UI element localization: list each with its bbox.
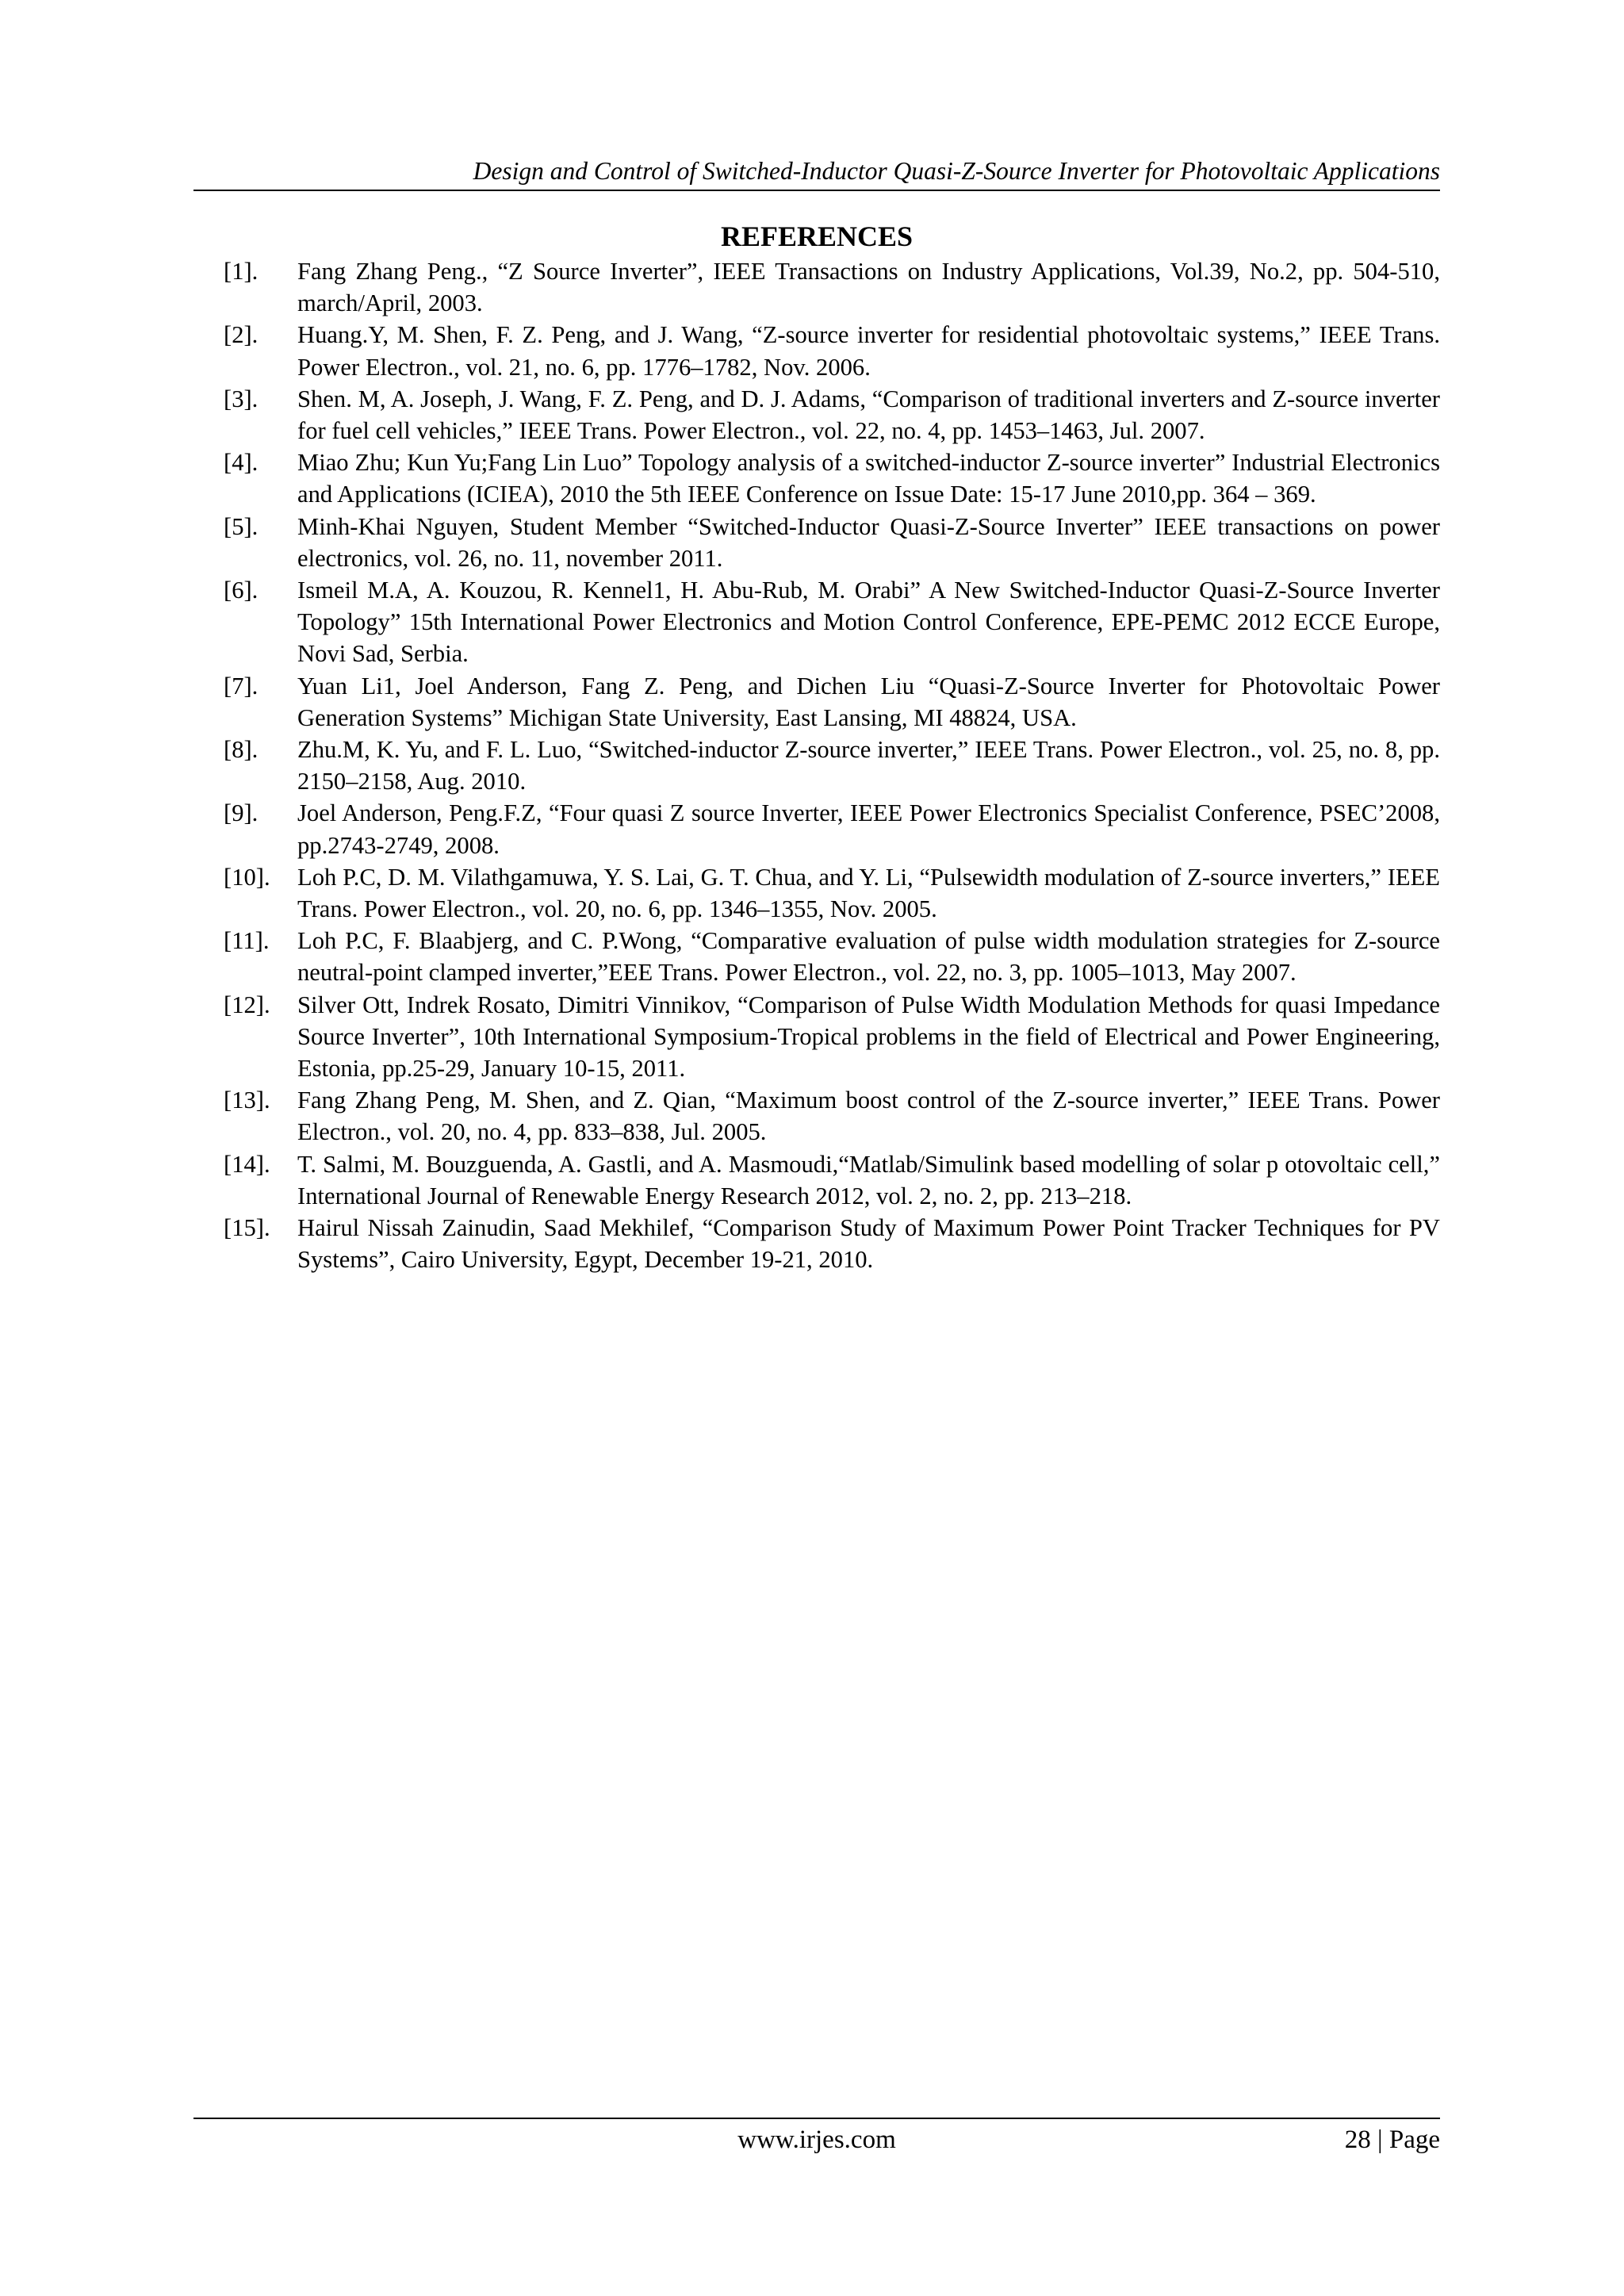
reference-number: [1].	[224, 258, 259, 285]
reference-text: Fang Zhang Peng., “Z Source Inverter”, IEEE Transactions on Industry Applications, Vol.39, No.2, pp. 504-510, march/April, 2003.	[297, 258, 1440, 317]
reference-number: [5].	[224, 512, 259, 540]
reference-text: Minh-Khai Nguyen, Student Member “Switched-Inductor Quasi-Z-Source Inverter” IEEE transactions on power electronics, vol. 26, no. 11, november 2011.	[297, 512, 1440, 572]
reference-item	[224, 989, 1440, 1085]
reference-number: [15].	[224, 1214, 270, 1242]
footer-website: www.irjes.com	[737, 2125, 896, 2154]
reference-item	[224, 861, 1440, 925]
reference-item	[224, 797, 1440, 861]
reference-number: [6].	[224, 577, 259, 604]
footer-page-number: 28 | Page	[1344, 2125, 1440, 2154]
reference-number: [2].	[224, 321, 259, 349]
reference-item	[224, 383, 1440, 447]
reference-text: Silver Ott, Indrek Rosato, Dimitri Vinnikov, “Comparison of Pulse Width Modulation Methods for quasi Impedance Source Inverter”, 10th International Symposium-Tropical problems in the field of Electrical and Power Engineering, Estonia, pp.25-29, January 10-15, 2011.	[297, 991, 1440, 1083]
reference-text: Ismeil M.A, A. Kouzou, R. Kennel1, H. Abu-Rub, M. Orabi” A New Switched-Inductor Quasi-Z-Source Inverter Topology” 15th International Power Electronics and Motion Control Conference, EPE-PEMC 2012 ECCE Europe, Novi Sad, Serbia.	[297, 577, 1440, 668]
reference-number: [14].	[224, 1150, 270, 1178]
header-divider	[193, 190, 1440, 191]
reference-item	[224, 574, 1440, 670]
reference-text: Hairul Nissah Zainudin, Saad Mekhilef, “Comparison Study of Maximum Power Point Tracker Techniques for PV Systems”, Cairo University, Egypt, December 19-21, 2010.	[297, 1214, 1440, 1274]
section-heading-references: REFERENCES	[720, 220, 914, 252]
reference-text: Huang.Y, M. Shen, F. Z. Peng, and J. Wang, “Z-source inverter for residential photovoltaic systems,” IEEE Trans. Power Electron., vol. 21, no. 6, pp. 1776–1782, Nov. 2006.	[297, 321, 1440, 381]
reference-text: T. Salmi, M. Bouzguenda, A. Gastli, and A. Masmoudi,“Matlab/Simulink based modelling of solar p otovoltaic cell,” International Journal of Renewable Energy Research 2012, vol. 2, no. 2, pp. 213–218.	[297, 1150, 1440, 1209]
reference-number: [11].	[224, 927, 270, 955]
reference-number: [4].	[224, 449, 259, 477]
reference-number: [13].	[224, 1087, 270, 1114]
reference-number: [7].	[224, 672, 259, 700]
reference-text: Shen. M, A. Joseph, J. Wang, F. Z. Peng, and D. J. Adams, “Comparison of traditional inverters and Z-source inverter for fuel cell vehicles,” IEEE Trans. Power Electron., vol. 22, no. 4, pp. 1453–1463, Jul. 2007.	[297, 385, 1440, 445]
reference-item	[224, 319, 1440, 382]
reference-text: Loh P.C, F. Blaabjerg, and C. P.Wong, “Comparative evaluation of pulse width modulation strategies for Z-source neutral-point clamped inverter,”EEE Trans. Power Electron., vol. 22, no. 3, pp. 1005–1013, May 2007.	[297, 927, 1440, 987]
reference-text: Loh P.C, D. M. Vilathgamuwa, Y. S. Lai, G. T. Chua, and Y. Li, “Pulsewidth modulation of Z-source inverters,” IEEE Trans. Power Electron., vol. 20, no. 6, pp. 1346–1355, Nov. 2005.	[297, 863, 1440, 923]
reference-item	[224, 1084, 1440, 1148]
reference-text: Fang Zhang Peng, M. Shen, and Z. Qian, “Maximum boost control of the Z-source inverter,” IEEE Trans. Power Electron., vol. 20, no. 4, pp. 833–838, Jul. 2005.	[297, 1087, 1440, 1146]
reference-number: [8].	[224, 736, 259, 764]
reference-text: Miao Zhu; Kun Yu;Fang Lin Luo” Topology analysis of a switched-inductor Z-source inverter” Industrial Electronics and Applications (ICIEA), 2010 the 5th IEEE Conference on Issue Date: 15-17 June 2010,pp. 364 – 369.	[297, 449, 1440, 508]
reference-item	[224, 1212, 1440, 1275]
reference-number: [12].	[224, 991, 270, 1018]
reference-text: Zhu.M, K. Yu, and F. L. Luo, “Switched-inductor Z-source inverter,” IEEE Trans. Power Electron., vol. 25, no. 8, pp. 2150–2158, Aug. 2010.	[297, 736, 1440, 795]
running-header-title: Design and Control of Switched-Inductor Quasi-Z-Source Inverter for Photovoltaic Applications	[473, 157, 1440, 185]
reference-item	[224, 447, 1440, 510]
reference-number: [9].	[224, 799, 259, 827]
reference-item	[224, 255, 1440, 319]
reference-text: Yuan Li1, Joel Anderson, Fang Z. Peng, and Dichen Liu “Quasi-Z-Source Inverter for Photovoltaic Power Generation Systems” Michigan State University, East Lansing, MI 48824, USA.	[297, 672, 1440, 731]
reference-item	[224, 925, 1440, 988]
reference-text: Joel Anderson, Peng.F.Z, “Four quasi Z source Inverter, IEEE Power Electronics Specialist Conference, PSEC’2008, pp.2743-2749, 2008.	[297, 799, 1440, 859]
footer-divider	[193, 2118, 1440, 2119]
reference-item	[224, 1148, 1440, 1212]
reference-number: [10].	[224, 863, 270, 891]
reference-number: [3].	[224, 385, 259, 412]
reference-item	[224, 734, 1440, 797]
reference-item	[224, 511, 1440, 574]
reference-item	[224, 670, 1440, 734]
reference-list	[224, 255, 1440, 1276]
